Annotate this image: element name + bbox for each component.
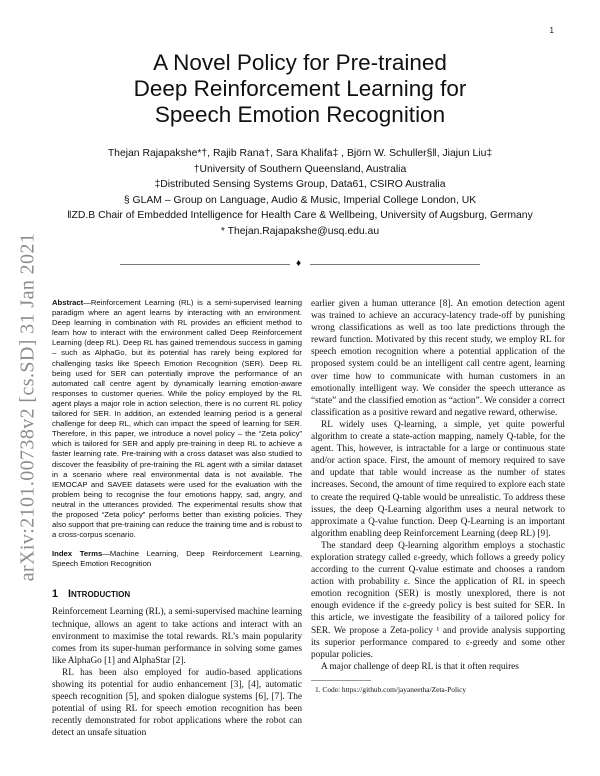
divider-diamond-icon: ♦ bbox=[296, 258, 302, 269]
author-block bbox=[58, 146, 542, 239]
title-line-1: A Novel Policy for Pre-trained bbox=[153, 50, 447, 75]
section-heading bbox=[52, 588, 302, 600]
arxiv-stamp bbox=[0, 212, 59, 602]
section-divider bbox=[120, 259, 480, 269]
page-number: 1 bbox=[549, 26, 554, 35]
index-terms-text: —Machine Learning, Deep Reinforcement Learning, Speech Emotion Recognition bbox=[52, 549, 302, 569]
right-paragraph-1: earlier given a human utterance [8]. An emotion detection agent was trained to achieve an accuracy-latency trade-off by punishing wrong classifications as well as too late predictions through the reward function. Motivated by this recent study, we employ RL for speech emotion recognition where a potential application of the proposed system could be an intelligent call centre agent, learning over time how to communicate with human customers in an emotionally intelligent way. We consider the speech utterance as “state” and the classified emotion as “action”. We consider a correct classification as a positive reward and negative reward, otherwise. bbox=[311, 299, 565, 418]
index-terms bbox=[52, 549, 302, 569]
arxiv-stamp-text: arXiv:2101.00738v2 [cs.SD] 31 Jan 2021 bbox=[16, 232, 39, 582]
section-title: Introduction bbox=[68, 588, 131, 601]
right-paragraph-2: RL widely uses Q-learning, a simple, yet quite powerful algorithm to create a state-action mapping, namely Q-table, for the agent. This, however, is intractable for a large or continuous state and/or action space. First, the amount of memory required to save and update that table would increase as the number of states increases. Second, the amount of time required to explore each state to create the required Q-table would be unrealistic. To address these issues, the deep Q-Learning algorithm uses a neural network to approximate a Q-value function. Deep Q-Learning is an important algorithm enabling deep Reinforcement Learning (deep RL) [9]. bbox=[311, 419, 565, 539]
paper-title bbox=[58, 50, 542, 128]
right-column bbox=[311, 298, 565, 694]
affiliation-augsburg: ‖ZD.B Chair of Embedded Intelligence for Health Care & Wellbeing, University of Augsburg, Germany bbox=[67, 210, 533, 221]
right-paragraph-3: The standard deep Q-learning algorithm employs a stochastic exploration strategy called ε-greedy, which follows a greedy policy according to the current Q-value estimate and chooses a random action with probability ε. Since the application of RL in speech emotion recognition (SER) is mostly unexplored, there is not enough evidence if the ε-greedy policy is best suited for SER. In this article, we investigate the feasibility of a tailored policy for SER. We propose a Zeta-policy ¹ and provide analysis supporting its superior performance compared to ε-greedy and some other popular policies. bbox=[311, 540, 565, 660]
intro-paragraph-1: Reinforcement Learning (RL), a semi-supervised machine learning technique, allows an agent to take actions and interact with an environment to maximise the total rewards. RL’s main popularity comes from its super-human performance in solving some games like AlphaGo [1] and AlphaStar [2]. bbox=[52, 607, 302, 666]
authors-line: Thejan Rajapakshe*†, Rajib Rana†, Sara Khalifa‡ , Björn W. Schuller§‖, Jiajun Liu‡ bbox=[107, 148, 493, 159]
divider-line-right bbox=[310, 264, 480, 265]
title-line-3: Speech Emotion Recognition bbox=[154, 102, 446, 127]
abstract-label: Abstract bbox=[52, 298, 84, 307]
affiliation-usq: †University of Southern Queensland, Australia bbox=[193, 163, 407, 175]
title-line-2: Deep Reinforcement Learning for bbox=[133, 76, 467, 101]
abstract-text: —Reinforcement Learning (RL) is a semi-supervised learning paradigm where an agent learns by interacting with an environment. Deep learning in combination with RL provides an efficient method to learn how to interact with the environment called Deep Reinforcement Learning (deep RL). Deep RL has gained tremendous success in gaming – such as AlphaGo, but its potential has rarely being explored for challenging tasks like Speech Emotion Recognition (SER). Deep RL being used for SER can potentially improve the performance of an automated call centre agent by dynamically learning emotion-aware responses to customer queries. While the policy employed by the RL agent plays a major role in action selection, there is no current RL policy tailored for SER. In addition, an extended learning period is a general challenge for deep RL, which can impact the speed of learning for SER. Therefore, in this paper, we introduce a novel policy – the “Zeta policy” which is tailored for SER and apply pre-training in deep RL to achieve a faster learning rate. Pre-training with a cross dataset was also studied to discover the feasibility of pre-training the RL agent with a similar dataset in a scenario where real environmental data is not available. The IEMOCAP and SAVEE datasets were used for the evaluation with the problem being to recognise the four emotions happy, sad, angry, and neutral in the utterances provided. The experimental results show that the proposed “Zeta policy” performs better than existing policies. They also support that pre-training can reduce the training time and is robust to a cross-corpus scenario. bbox=[52, 298, 302, 540]
abstract bbox=[52, 298, 302, 540]
footnote-rule bbox=[311, 680, 371, 681]
contact-email: * Thejan.Rajapakshe@usq.edu.au bbox=[220, 225, 380, 237]
left-column bbox=[52, 298, 302, 739]
intro-paragraph-2: RL has been also employed for audio-based applications showing its potential for audio enhancement [3], [4], automatic speech recognition [5], and spoken dialogue systems [6], [7]. The potential of using RL for speech emotion recognition has been recently demonstrated for robot applications where the robot can detect an unsafe situation bbox=[52, 667, 302, 739]
index-terms-label: Index Terms bbox=[52, 549, 103, 559]
divider-line-left bbox=[120, 264, 290, 265]
affiliation-csiro: ‡Distributed Sensing Systems Group, Data61, CSIRO Australia bbox=[154, 179, 446, 190]
section-number: 1 bbox=[52, 588, 59, 601]
footnote: 1. Code: https://github.com/jayaneetha/Zeta-Policy bbox=[315, 684, 467, 694]
right-paragraph-4: A major challenge of deep RL is that it often requires bbox=[321, 661, 519, 672]
affiliation-glam: § GLAM – Group on Language, Audio & Music, Imperial College London, UK bbox=[123, 194, 477, 206]
